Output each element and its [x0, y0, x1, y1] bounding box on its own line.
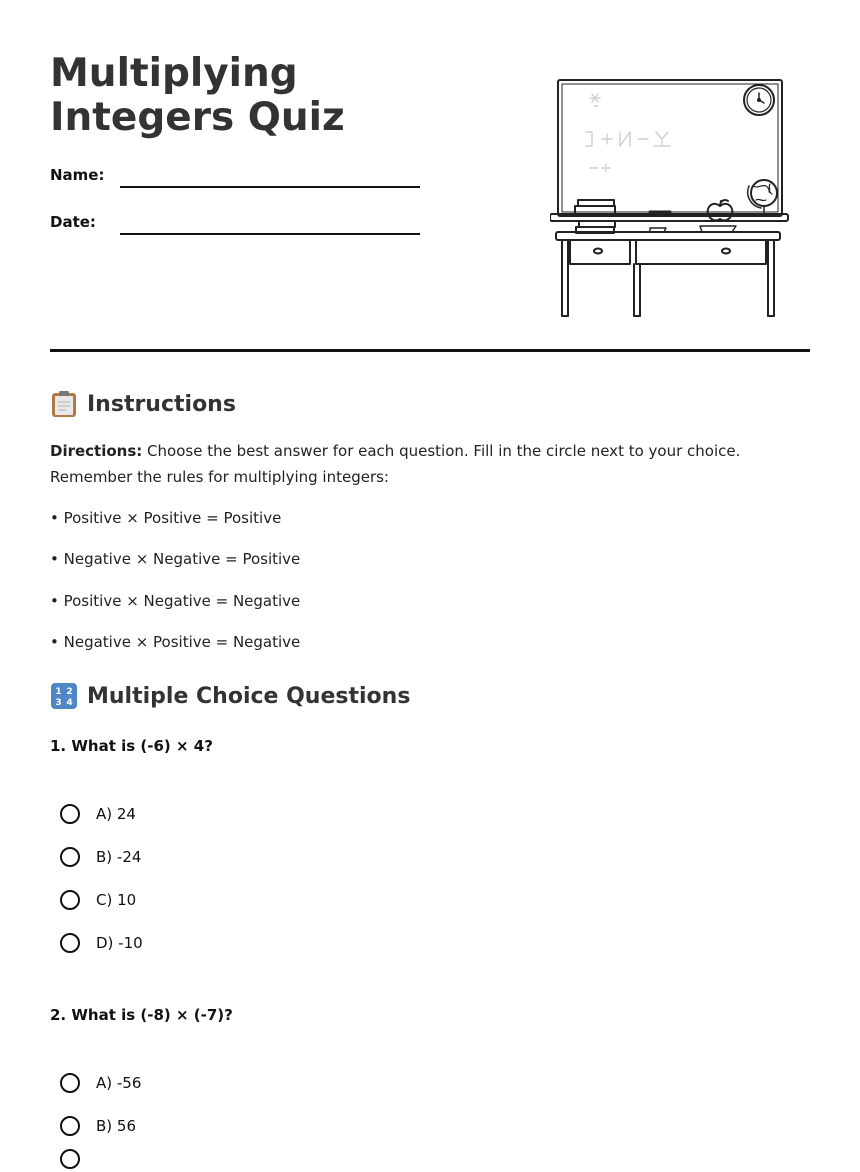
- q1-option-a[interactable]: [60, 801, 136, 827]
- instructions-heading-text: Instructions: [87, 391, 236, 417]
- mc-heading: [50, 681, 410, 711]
- name-field[interactable]: [50, 166, 430, 196]
- svg-text:3: 3: [55, 698, 62, 708]
- question-1-text: 1. What is (-6) × 4?: [50, 737, 213, 755]
- rule-item: • Negative × Positive = Negative: [50, 633, 301, 651]
- name-input-line[interactable]: [120, 186, 420, 188]
- option-label: A) 24: [96, 805, 136, 823]
- svg-text:4: 4: [66, 698, 73, 708]
- q1-option-b[interactable]: [60, 844, 141, 870]
- radio-button[interactable]: [60, 1149, 80, 1169]
- directions-paragraph: [50, 438, 810, 490]
- radio-button[interactable]: [60, 847, 80, 867]
- rule-item: • Positive × Negative = Negative: [50, 592, 301, 610]
- classroom-illustration: [550, 76, 796, 320]
- radio-button[interactable]: [60, 1116, 80, 1136]
- radio-button[interactable]: [60, 933, 80, 953]
- question-2-text: 2. What is (-8) × (-7)?: [50, 1006, 233, 1024]
- option-label: D) -10: [96, 934, 143, 952]
- page-title: Multiplying Integers Quiz: [50, 51, 345, 140]
- mc-heading-text: Multiple Choice Questions: [87, 683, 411, 709]
- svg-text:2: 2: [66, 687, 73, 697]
- rule-item: • Negative × Negative = Positive: [50, 550, 301, 568]
- radio-button[interactable]: [60, 804, 80, 824]
- header-divider: [50, 349, 810, 352]
- radio-button[interactable]: [60, 890, 80, 910]
- name-label: Name:: [50, 166, 105, 184]
- numbers-keycap-icon: [50, 682, 78, 710]
- option-label: C) 10: [96, 891, 137, 909]
- date-input-line[interactable]: [120, 233, 420, 235]
- q2-option-a[interactable]: [60, 1070, 141, 1096]
- date-label: Date:: [50, 213, 96, 231]
- radio-button[interactable]: [60, 1073, 80, 1093]
- instructions-heading: [50, 389, 236, 419]
- directions-text: Choose the best answer for each question. Fill in the circle next to your choice. Remember the rules for multiplying integers:: [50, 442, 741, 486]
- clipboard-icon: [50, 390, 78, 418]
- option-label: B) -24: [96, 848, 142, 866]
- directions-label: Directions:: [50, 442, 143, 460]
- q2-option-c[interactable]: [60, 1146, 96, 1172]
- q1-option-d[interactable]: [60, 930, 143, 956]
- option-label: A) -56: [96, 1074, 142, 1092]
- date-field[interactable]: [50, 213, 430, 243]
- q1-option-c[interactable]: [60, 887, 136, 913]
- rule-item: • Positive × Positive = Positive: [50, 509, 282, 527]
- q2-option-b[interactable]: [60, 1113, 136, 1139]
- svg-text:1: 1: [55, 687, 62, 697]
- option-label: B) 56: [96, 1117, 136, 1135]
